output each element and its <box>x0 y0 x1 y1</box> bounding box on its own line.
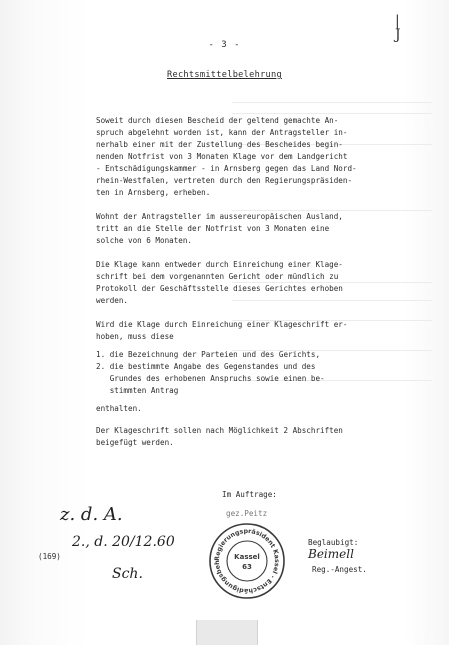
beglaubigt-label: Beglaubigt: <box>308 538 359 547</box>
stamp-seal-icon <box>208 522 286 600</box>
paragraph1-line: ten in Arnsberg, erheben. <box>96 188 211 197</box>
paragraph1-line: spruch abgelehnt worden ist, kann der Antragsteller in- <box>96 128 348 137</box>
stamp-ring-text: Regierungspräsident Kassel · Entschädigungsbeh <box>213 527 281 595</box>
corner-mark <box>395 14 401 42</box>
handwritten-zda: z. d. A. <box>60 504 123 525</box>
bleed-line <box>232 210 432 211</box>
paragraph2-line: Wohnt der Antragsteller im aussereuropäischen Ausland, <box>96 212 343 221</box>
handwritten-initials: Sch. <box>112 566 143 582</box>
paragraph3-line: Protokoll der Geschäftsstelle dieses Gerichtes erhoben <box>96 284 343 293</box>
list-item: 2. die bestimmte Angabe des Gegenstandes und des <box>96 362 316 371</box>
paragraph1-line: - Entschädigungskammer - in Arnsberg gegen das Land Nord- <box>96 164 357 173</box>
bleed-line <box>232 102 432 103</box>
paragraph3-line: Die Klage kann entweder durch Einreichung einer Klage- <box>96 260 343 269</box>
paragraph4-line: hoben, muss diese <box>96 332 174 341</box>
paragraph5-line: enthalten. <box>96 404 142 413</box>
corner-mark-text: | J <box>395 13 401 43</box>
paragraph2-line: solche von 6 Monaten. <box>96 236 193 245</box>
list-item: stimmten Antrag <box>96 386 179 395</box>
file-number: (169) <box>38 552 61 561</box>
section-heading: Rechtsmittelbelehrung <box>167 70 282 80</box>
paragraph6-line: beigefügt werden. <box>96 438 174 447</box>
paragraph1-line: nenden Notfrist von 3 Monaten Klage vor dem Landgericht <box>96 152 348 161</box>
list-item: Grundes des erhobenen Anspruchs sowie einen be- <box>96 374 325 383</box>
list-item: 1. die Bezeichnung der Parteien und des Gerichts, <box>96 350 321 359</box>
paragraph1-line: rhein-Westfalen, vertreten durch den Regierungspräsiden- <box>96 176 353 185</box>
official-title: Reg.-Angest. <box>312 565 367 574</box>
paragraph4-line: Wird die Klage durch Einreichung einer Klageschrift er- <box>96 320 348 329</box>
paragraph1-line: Soweit durch diesen Bescheid der geltend gemachte An- <box>96 116 339 125</box>
im-auftrage-label: Im Auftrage: <box>222 490 277 499</box>
bleed-line <box>232 113 432 114</box>
official-stamp <box>208 522 286 600</box>
paragraph3-line: werden. <box>96 296 129 305</box>
scan-edge-tab <box>196 620 258 645</box>
paragraph3-line: schrift bei dem vorgenannten Gericht oder mündlich zu <box>96 272 339 281</box>
bleed-line <box>232 300 432 301</box>
gez-signature: gez.Peitz <box>226 509 268 518</box>
stamp-center-top: Kassel <box>234 553 260 561</box>
paragraph2-line: tritt an die Stelle der Notfrist von 3 Monaten eine <box>96 224 330 233</box>
paragraph6-line: Der Klageschrift sollen nach Möglichkeit 2 Abschriften <box>96 426 343 435</box>
stamp-center-bottom: 63 <box>242 563 252 571</box>
page-number: - 3 - <box>208 40 241 50</box>
bleed-line <box>232 282 432 283</box>
paragraph1-line: nerhalb einer mit der Zustellung des Bescheides begin- <box>96 140 343 149</box>
handwritten-date-note: 2., d. 20/12.60 <box>72 534 175 550</box>
handwritten-signature: Beimell <box>308 547 354 561</box>
